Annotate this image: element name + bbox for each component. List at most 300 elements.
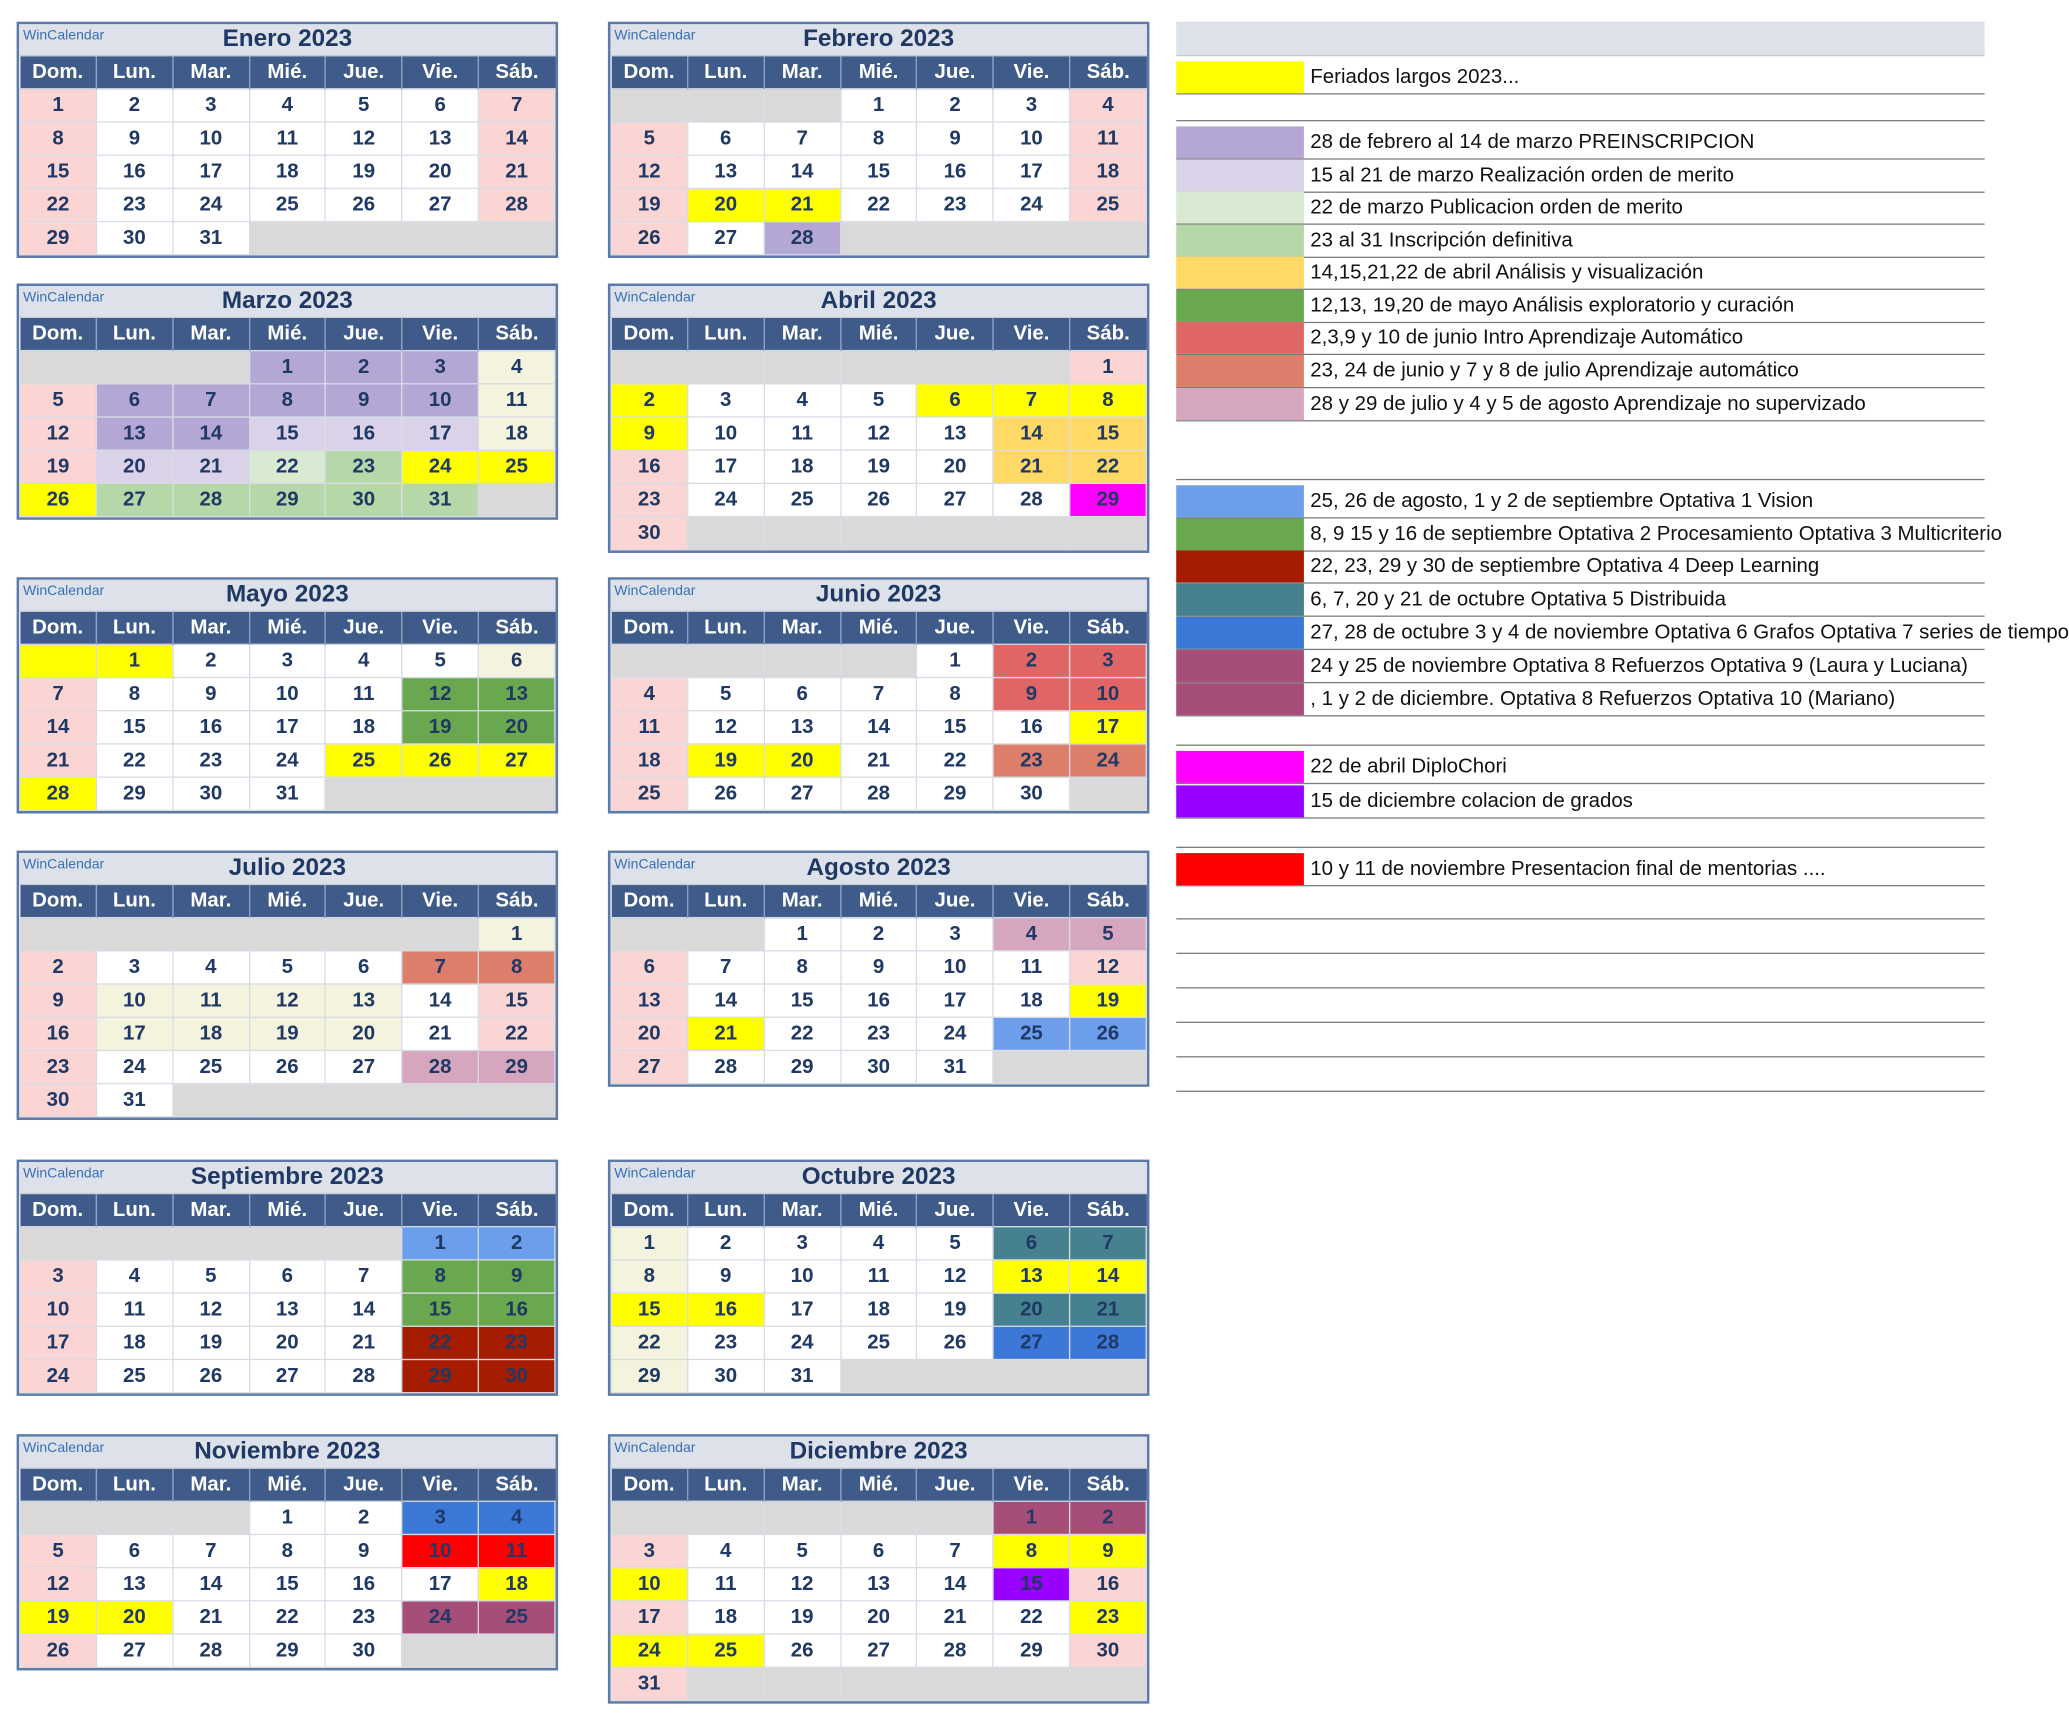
day-cell[interactable]: 8 bbox=[1070, 384, 1147, 417]
day-cell[interactable]: 1 bbox=[96, 644, 172, 677]
day-cell[interactable]: 25 bbox=[840, 1326, 916, 1359]
day-cell[interactable]: 1 bbox=[402, 1227, 478, 1260]
day-cell[interactable]: 30 bbox=[993, 777, 1069, 810]
day-cell[interactable]: 6 bbox=[840, 1534, 916, 1567]
day-cell[interactable]: 28 bbox=[20, 777, 96, 810]
day-cell[interactable]: 13 bbox=[249, 1293, 325, 1326]
day-cell[interactable]: 13 bbox=[688, 155, 764, 188]
day-cell[interactable]: 13 bbox=[764, 711, 840, 744]
day-cell[interactable]: 2 bbox=[478, 1227, 555, 1260]
day-cell[interactable]: 11 bbox=[478, 384, 555, 417]
day-cell[interactable]: 11 bbox=[96, 1293, 172, 1326]
day-cell[interactable]: 7 bbox=[326, 1260, 402, 1293]
day-cell[interactable]: 25 bbox=[993, 1017, 1069, 1050]
day-cell[interactable]: 9 bbox=[20, 984, 96, 1017]
day-cell[interactable]: 16 bbox=[20, 1017, 96, 1050]
day-cell[interactable]: 16 bbox=[478, 1293, 555, 1326]
day-cell[interactable]: 4 bbox=[1070, 89, 1147, 122]
day-cell[interactable]: 26 bbox=[688, 777, 764, 810]
day-cell[interactable]: 7 bbox=[20, 678, 96, 711]
day-cell[interactable]: 12 bbox=[840, 417, 916, 450]
day-cell[interactable]: 29 bbox=[249, 1634, 325, 1667]
day-cell[interactable]: 27 bbox=[326, 1050, 402, 1083]
day-cell[interactable]: 9 bbox=[326, 384, 402, 417]
day-cell[interactable]: 21 bbox=[478, 155, 555, 188]
day-cell[interactable]: 18 bbox=[96, 1326, 172, 1359]
day-cell[interactable]: 26 bbox=[402, 744, 478, 777]
day-cell[interactable]: 19 bbox=[1070, 984, 1147, 1017]
day-cell[interactable]: 29 bbox=[917, 777, 993, 810]
day-cell[interactable]: 12 bbox=[688, 711, 764, 744]
day-cell[interactable]: 9 bbox=[917, 122, 993, 155]
day-cell[interactable]: 22 bbox=[96, 744, 172, 777]
day-cell[interactable]: 11 bbox=[688, 1568, 764, 1601]
day-cell[interactable]: 11 bbox=[173, 984, 249, 1017]
day-cell[interactable]: 30 bbox=[173, 777, 249, 810]
day-cell[interactable]: 4 bbox=[478, 1501, 555, 1534]
day-cell[interactable]: 15 bbox=[402, 1293, 478, 1326]
day-cell[interactable]: 3 bbox=[173, 89, 249, 122]
day-cell[interactable]: 13 bbox=[96, 1568, 172, 1601]
day-cell[interactable]: 11 bbox=[326, 678, 402, 711]
day-cell[interactable]: 7 bbox=[478, 89, 555, 122]
day-cell[interactable]: 5 bbox=[173, 1260, 249, 1293]
day-cell[interactable]: 1 bbox=[478, 918, 555, 951]
day-cell[interactable]: 21 bbox=[917, 1601, 993, 1634]
day-cell[interactable]: 9 bbox=[840, 951, 916, 984]
day-cell[interactable]: 2 bbox=[96, 89, 172, 122]
day-cell[interactable]: 10 bbox=[402, 384, 478, 417]
day-cell[interactable]: 3 bbox=[20, 1260, 96, 1293]
day-cell[interactable]: 23 bbox=[993, 744, 1069, 777]
day-cell[interactable]: 22 bbox=[917, 744, 993, 777]
day-cell[interactable]: 7 bbox=[173, 1534, 249, 1567]
day-cell[interactable]: 10 bbox=[20, 1293, 96, 1326]
day-cell[interactable]: 21 bbox=[402, 1017, 478, 1050]
day-cell[interactable]: 23 bbox=[478, 1326, 555, 1359]
day-cell[interactable]: 2 bbox=[611, 384, 687, 417]
day-cell[interactable]: 4 bbox=[611, 678, 687, 711]
day-cell[interactable]: 16 bbox=[611, 450, 687, 483]
day-cell[interactable]: 24 bbox=[917, 1017, 993, 1050]
day-cell[interactable]: 14 bbox=[326, 1293, 402, 1326]
day-cell[interactable]: 9 bbox=[611, 417, 687, 450]
day-cell[interactable]: 3 bbox=[96, 951, 172, 984]
day-cell[interactable]: 8 bbox=[402, 1260, 478, 1293]
day-cell[interactable]: 13 bbox=[96, 417, 172, 450]
day-cell[interactable]: 5 bbox=[326, 89, 402, 122]
day-cell[interactable]: 23 bbox=[917, 188, 993, 221]
day-cell[interactable]: 12 bbox=[326, 122, 402, 155]
day-cell[interactable]: 11 bbox=[249, 122, 325, 155]
day-cell[interactable]: 8 bbox=[96, 678, 172, 711]
day-cell[interactable]: 18 bbox=[764, 450, 840, 483]
day-cell[interactable]: 31 bbox=[249, 777, 325, 810]
day-cell[interactable]: 16 bbox=[326, 417, 402, 450]
day-cell[interactable]: 8 bbox=[993, 1534, 1069, 1567]
day-cell[interactable]: 22 bbox=[764, 1017, 840, 1050]
day-cell[interactable]: 19 bbox=[611, 188, 687, 221]
day-cell[interactable]: 17 bbox=[173, 155, 249, 188]
day-cell[interactable]: 19 bbox=[917, 1293, 993, 1326]
day-cell[interactable]: 2 bbox=[993, 644, 1069, 677]
day-cell[interactable]: 17 bbox=[688, 450, 764, 483]
day-cell[interactable]: 24 bbox=[1070, 744, 1147, 777]
day-cell[interactable]: 4 bbox=[764, 384, 840, 417]
day-cell[interactable]: 1 bbox=[611, 1227, 687, 1260]
day-cell[interactable]: 26 bbox=[611, 222, 687, 255]
day-cell[interactable]: 20 bbox=[840, 1601, 916, 1634]
day-cell[interactable]: 29 bbox=[20, 222, 96, 255]
day-cell[interactable]: 13 bbox=[993, 1260, 1069, 1293]
day-cell[interactable]: 28 bbox=[478, 188, 555, 221]
day-cell[interactable]: 18 bbox=[326, 711, 402, 744]
day-cell[interactable]: 31 bbox=[611, 1667, 687, 1700]
day-cell[interactable]: 8 bbox=[917, 678, 993, 711]
day-cell[interactable]: 30 bbox=[326, 1634, 402, 1667]
day-cell[interactable]: 19 bbox=[688, 744, 764, 777]
day-cell[interactable]: 16 bbox=[1070, 1568, 1147, 1601]
day-cell[interactable]: 11 bbox=[1070, 122, 1147, 155]
day-cell[interactable]: 11 bbox=[478, 1534, 555, 1567]
day-cell[interactable]: 16 bbox=[688, 1293, 764, 1326]
day-cell[interactable]: 26 bbox=[20, 483, 96, 516]
day-cell[interactable]: 28 bbox=[326, 1359, 402, 1392]
day-cell[interactable]: 18 bbox=[611, 744, 687, 777]
day-cell[interactable]: 14 bbox=[20, 711, 96, 744]
day-cell[interactable]: 19 bbox=[20, 450, 96, 483]
day-cell[interactable]: 19 bbox=[840, 450, 916, 483]
day-cell[interactable]: 24 bbox=[173, 188, 249, 221]
day-cell[interactable]: 12 bbox=[20, 1568, 96, 1601]
day-cell[interactable]: 17 bbox=[1070, 711, 1147, 744]
day-cell[interactable]: 19 bbox=[173, 1326, 249, 1359]
day-cell[interactable]: 2 bbox=[688, 1227, 764, 1260]
day-cell[interactable]: 6 bbox=[478, 644, 555, 677]
day-cell[interactable]: 19 bbox=[326, 155, 402, 188]
day-cell[interactable]: 19 bbox=[764, 1601, 840, 1634]
day-cell[interactable]: 23 bbox=[688, 1326, 764, 1359]
day-cell[interactable]: 5 bbox=[840, 384, 916, 417]
day-cell[interactable]: 9 bbox=[96, 122, 172, 155]
day-cell[interactable]: 14 bbox=[764, 155, 840, 188]
day-cell[interactable]: 19 bbox=[402, 711, 478, 744]
day-cell[interactable]: 21 bbox=[20, 744, 96, 777]
day-cell[interactable]: 5 bbox=[611, 122, 687, 155]
day-cell[interactable]: 9 bbox=[688, 1260, 764, 1293]
day-cell[interactable]: 1 bbox=[840, 89, 916, 122]
day-cell[interactable]: 23 bbox=[326, 1601, 402, 1634]
day-cell[interactable]: 10 bbox=[917, 951, 993, 984]
day-cell[interactable]: 9 bbox=[993, 678, 1069, 711]
day-cell[interactable]: 28 bbox=[688, 1050, 764, 1083]
day-cell[interactable]: 20 bbox=[478, 711, 555, 744]
day-cell[interactable]: 26 bbox=[249, 1050, 325, 1083]
day-cell[interactable]: 28 bbox=[764, 222, 840, 255]
day-cell[interactable]: 21 bbox=[173, 1601, 249, 1634]
day-cell[interactable]: 15 bbox=[478, 984, 555, 1017]
day-cell[interactable]: 28 bbox=[840, 777, 916, 810]
day-cell[interactable]: 28 bbox=[173, 483, 249, 516]
day-cell[interactable]: 31 bbox=[917, 1050, 993, 1083]
day-cell[interactable]: 4 bbox=[993, 918, 1069, 951]
day-cell[interactable]: 17 bbox=[764, 1293, 840, 1326]
day-cell[interactable]: 1 bbox=[993, 1501, 1069, 1534]
day-cell[interactable]: 1 bbox=[764, 918, 840, 951]
day-cell[interactable]: 27 bbox=[96, 1634, 172, 1667]
day-cell[interactable]: 14 bbox=[173, 1568, 249, 1601]
day-cell[interactable]: 22 bbox=[249, 450, 325, 483]
day-cell[interactable]: 20 bbox=[764, 744, 840, 777]
day-cell[interactable]: 17 bbox=[993, 155, 1069, 188]
day-cell[interactable]: 8 bbox=[249, 384, 325, 417]
day-cell[interactable]: 6 bbox=[402, 89, 478, 122]
day-cell[interactable]: 3 bbox=[917, 918, 993, 951]
day-cell[interactable]: 26 bbox=[764, 1634, 840, 1667]
day-cell[interactable]: 10 bbox=[993, 122, 1069, 155]
day-cell[interactable]: 20 bbox=[326, 1017, 402, 1050]
day-cell[interactable]: 17 bbox=[20, 1326, 96, 1359]
day-cell[interactable]: 10 bbox=[611, 1568, 687, 1601]
day-cell[interactable]: 2 bbox=[1070, 1501, 1147, 1534]
day-cell[interactable]: 18 bbox=[688, 1601, 764, 1634]
day-cell[interactable]: 12 bbox=[1070, 951, 1147, 984]
day-cell[interactable]: 3 bbox=[402, 351, 478, 384]
day-cell[interactable]: 30 bbox=[20, 1084, 96, 1117]
day-cell[interactable]: 5 bbox=[20, 384, 96, 417]
day-cell[interactable]: 5 bbox=[20, 1534, 96, 1567]
day-cell[interactable]: 2 bbox=[20, 951, 96, 984]
day-cell[interactable]: 5 bbox=[1070, 918, 1147, 951]
day-cell[interactable]: 30 bbox=[840, 1050, 916, 1083]
day-cell[interactable]: 15 bbox=[249, 417, 325, 450]
day-cell[interactable]: 29 bbox=[993, 1634, 1069, 1667]
day-cell[interactable]: 8 bbox=[249, 1534, 325, 1567]
day-cell[interactable]: 1 bbox=[917, 644, 993, 677]
day-cell[interactable]: 2 bbox=[917, 89, 993, 122]
day-cell[interactable]: 25 bbox=[173, 1050, 249, 1083]
day-cell[interactable]: 25 bbox=[478, 1601, 555, 1634]
day-cell[interactable]: 18 bbox=[249, 155, 325, 188]
day-cell[interactable]: 21 bbox=[993, 450, 1069, 483]
day-cell[interactable]: 10 bbox=[688, 417, 764, 450]
day-cell[interactable]: 20 bbox=[917, 450, 993, 483]
day-cell[interactable]: 24 bbox=[20, 1359, 96, 1392]
day-cell[interactable]: 24 bbox=[249, 744, 325, 777]
day-cell[interactable]: 8 bbox=[840, 122, 916, 155]
day-cell[interactable]: 4 bbox=[326, 644, 402, 677]
day-cell[interactable]: 8 bbox=[20, 122, 96, 155]
day-cell[interactable]: 24 bbox=[402, 1601, 478, 1634]
day-cell[interactable]: 25 bbox=[1070, 188, 1147, 221]
day-cell[interactable]: 11 bbox=[764, 417, 840, 450]
day-cell[interactable]: 6 bbox=[249, 1260, 325, 1293]
day-cell[interactable]: 15 bbox=[764, 984, 840, 1017]
day-cell[interactable]: 7 bbox=[688, 951, 764, 984]
day-cell[interactable]: 29 bbox=[611, 1359, 687, 1392]
day-cell[interactable]: 31 bbox=[96, 1084, 172, 1117]
day-cell[interactable]: 25 bbox=[764, 483, 840, 516]
day-cell[interactable]: 7 bbox=[1070, 1227, 1147, 1260]
day-cell[interactable]: 27 bbox=[249, 1359, 325, 1392]
day-cell[interactable]: 4 bbox=[249, 89, 325, 122]
day-cell[interactable]: 12 bbox=[764, 1568, 840, 1601]
day-cell[interactable]: 3 bbox=[993, 89, 1069, 122]
day-cell[interactable]: 7 bbox=[764, 122, 840, 155]
day-cell[interactable]: 16 bbox=[840, 984, 916, 1017]
day-cell[interactable]: 9 bbox=[478, 1260, 555, 1293]
day-cell[interactable]: 6 bbox=[611, 951, 687, 984]
day-cell[interactable]: 17 bbox=[96, 1017, 172, 1050]
day-cell[interactable]: 31 bbox=[764, 1359, 840, 1392]
day-cell[interactable]: 17 bbox=[249, 711, 325, 744]
day-cell[interactable]: 4 bbox=[688, 1534, 764, 1567]
day-cell[interactable]: 6 bbox=[764, 678, 840, 711]
day-cell[interactable]: 26 bbox=[20, 1634, 96, 1667]
day-cell[interactable]: 23 bbox=[326, 450, 402, 483]
day-cell[interactable]: 2 bbox=[173, 644, 249, 677]
day-cell[interactable]: 1 bbox=[1070, 351, 1147, 384]
day-cell[interactable]: 25 bbox=[688, 1634, 764, 1667]
day-cell[interactable]: 13 bbox=[326, 984, 402, 1017]
day-cell[interactable]: 14 bbox=[688, 984, 764, 1017]
day-cell[interactable]: 1 bbox=[20, 89, 96, 122]
day-cell[interactable]: 15 bbox=[993, 1568, 1069, 1601]
day-cell[interactable]: 21 bbox=[326, 1326, 402, 1359]
day-cell[interactable]: 14 bbox=[173, 417, 249, 450]
day-cell[interactable]: 19 bbox=[249, 1017, 325, 1050]
day-cell[interactable]: 2 bbox=[326, 351, 402, 384]
day-cell[interactable]: 28 bbox=[402, 1050, 478, 1083]
day-cell[interactable]: 18 bbox=[1070, 155, 1147, 188]
day-cell[interactable]: 3 bbox=[688, 384, 764, 417]
day-cell[interactable]: 28 bbox=[993, 483, 1069, 516]
day-cell[interactable]: 27 bbox=[611, 1050, 687, 1083]
day-cell[interactable]: 13 bbox=[917, 417, 993, 450]
day-cell[interactable]: 2 bbox=[840, 918, 916, 951]
day-cell[interactable]: 13 bbox=[840, 1568, 916, 1601]
day-cell[interactable]: 30 bbox=[326, 483, 402, 516]
day-cell[interactable]: 17 bbox=[611, 1601, 687, 1634]
day-cell[interactable]: 23 bbox=[173, 744, 249, 777]
day-cell[interactable]: 18 bbox=[840, 1293, 916, 1326]
day-cell[interactable]: 6 bbox=[96, 1534, 172, 1567]
day-cell[interactable]: 22 bbox=[478, 1017, 555, 1050]
day-cell[interactable]: 24 bbox=[96, 1050, 172, 1083]
day-cell[interactable]: 22 bbox=[611, 1326, 687, 1359]
day-cell[interactable]: 20 bbox=[96, 450, 172, 483]
day-cell[interactable]: 18 bbox=[993, 984, 1069, 1017]
day-cell[interactable]: 16 bbox=[993, 711, 1069, 744]
day-cell[interactable]: 12 bbox=[917, 1260, 993, 1293]
day-cell[interactable]: 7 bbox=[173, 384, 249, 417]
day-cell[interactable]: 27 bbox=[478, 744, 555, 777]
day-cell[interactable]: 11 bbox=[993, 951, 1069, 984]
day-cell[interactable]: 24 bbox=[402, 450, 478, 483]
day-cell[interactable]: 15 bbox=[1070, 417, 1147, 450]
day-cell[interactable]: 14 bbox=[1070, 1260, 1147, 1293]
day-cell[interactable]: 21 bbox=[1070, 1293, 1147, 1326]
day-cell[interactable]: 7 bbox=[993, 384, 1069, 417]
day-cell[interactable]: 29 bbox=[249, 483, 325, 516]
day-cell[interactable]: 10 bbox=[402, 1534, 478, 1567]
day-cell[interactable]: 16 bbox=[917, 155, 993, 188]
day-cell[interactable]: 31 bbox=[173, 222, 249, 255]
day-cell[interactable]: 18 bbox=[478, 417, 555, 450]
day-cell[interactable]: 9 bbox=[1070, 1534, 1147, 1567]
day-cell[interactable]: 20 bbox=[993, 1293, 1069, 1326]
day-cell[interactable]: 5 bbox=[917, 1227, 993, 1260]
day-cell[interactable]: 3 bbox=[1070, 644, 1147, 677]
day-cell[interactable]: 12 bbox=[611, 155, 687, 188]
day-cell[interactable]: 22 bbox=[993, 1601, 1069, 1634]
day-cell[interactable]: 23 bbox=[840, 1017, 916, 1050]
day-cell[interactable]: 14 bbox=[402, 984, 478, 1017]
day-cell[interactable]: 29 bbox=[402, 1359, 478, 1392]
day-cell[interactable]: 8 bbox=[478, 951, 555, 984]
day-cell[interactable]: 20 bbox=[611, 1017, 687, 1050]
day-cell[interactable]: 21 bbox=[840, 744, 916, 777]
day-cell[interactable]: 9 bbox=[326, 1534, 402, 1567]
day-cell[interactable]: 27 bbox=[764, 777, 840, 810]
day-cell[interactable]: 29 bbox=[1070, 483, 1147, 516]
day-cell[interactable]: 14 bbox=[840, 711, 916, 744]
day-cell[interactable]: 12 bbox=[249, 984, 325, 1017]
day-cell[interactable]: 16 bbox=[326, 1568, 402, 1601]
day-cell[interactable]: 30 bbox=[478, 1359, 555, 1392]
day-cell[interactable]: 21 bbox=[764, 188, 840, 221]
day-cell[interactable]: 17 bbox=[402, 417, 478, 450]
day-cell[interactable]: 15 bbox=[611, 1293, 687, 1326]
day-cell[interactable]: 5 bbox=[402, 644, 478, 677]
day-cell[interactable]: 21 bbox=[688, 1017, 764, 1050]
day-cell[interactable]: 14 bbox=[917, 1568, 993, 1601]
day-cell[interactable]: 19 bbox=[20, 1601, 96, 1634]
day-cell[interactable]: 27 bbox=[402, 188, 478, 221]
day-cell[interactable]: 30 bbox=[1070, 1634, 1147, 1667]
day-cell[interactable]: 20 bbox=[402, 155, 478, 188]
day-cell[interactable]: 20 bbox=[688, 188, 764, 221]
day-cell[interactable]: 10 bbox=[173, 122, 249, 155]
day-cell[interactable]: 9 bbox=[173, 678, 249, 711]
day-cell[interactable]: 22 bbox=[20, 188, 96, 221]
day-cell[interactable]: 26 bbox=[326, 188, 402, 221]
day-cell[interactable]: 12 bbox=[402, 678, 478, 711]
day-cell[interactable]: 13 bbox=[478, 678, 555, 711]
day-cell[interactable]: 1 bbox=[249, 1501, 325, 1534]
day-cell[interactable]: 12 bbox=[20, 417, 96, 450]
day-cell[interactable]: 21 bbox=[173, 450, 249, 483]
day-cell[interactable]: 14 bbox=[478, 122, 555, 155]
day-cell[interactable]: 3 bbox=[402, 1501, 478, 1534]
day-cell[interactable]: 1 bbox=[249, 351, 325, 384]
day-cell[interactable]: 15 bbox=[249, 1568, 325, 1601]
day-cell[interactable]: 13 bbox=[402, 122, 478, 155]
day-cell[interactable]: 8 bbox=[764, 951, 840, 984]
day-cell[interactable]: 4 bbox=[96, 1260, 172, 1293]
day-cell[interactable]: 24 bbox=[611, 1634, 687, 1667]
day-cell[interactable]: 12 bbox=[173, 1293, 249, 1326]
day-cell[interactable]: 17 bbox=[402, 1568, 478, 1601]
day-cell[interactable]: 10 bbox=[764, 1260, 840, 1293]
day-cell[interactable]: 25 bbox=[326, 744, 402, 777]
day-cell[interactable]: 16 bbox=[96, 155, 172, 188]
day-cell[interactable]: 27 bbox=[96, 483, 172, 516]
day-cell[interactable]: 6 bbox=[993, 1227, 1069, 1260]
day-cell[interactable]: 30 bbox=[611, 517, 687, 550]
day-cell[interactable]: 30 bbox=[96, 222, 172, 255]
day-cell[interactable]: 2 bbox=[326, 1501, 402, 1534]
